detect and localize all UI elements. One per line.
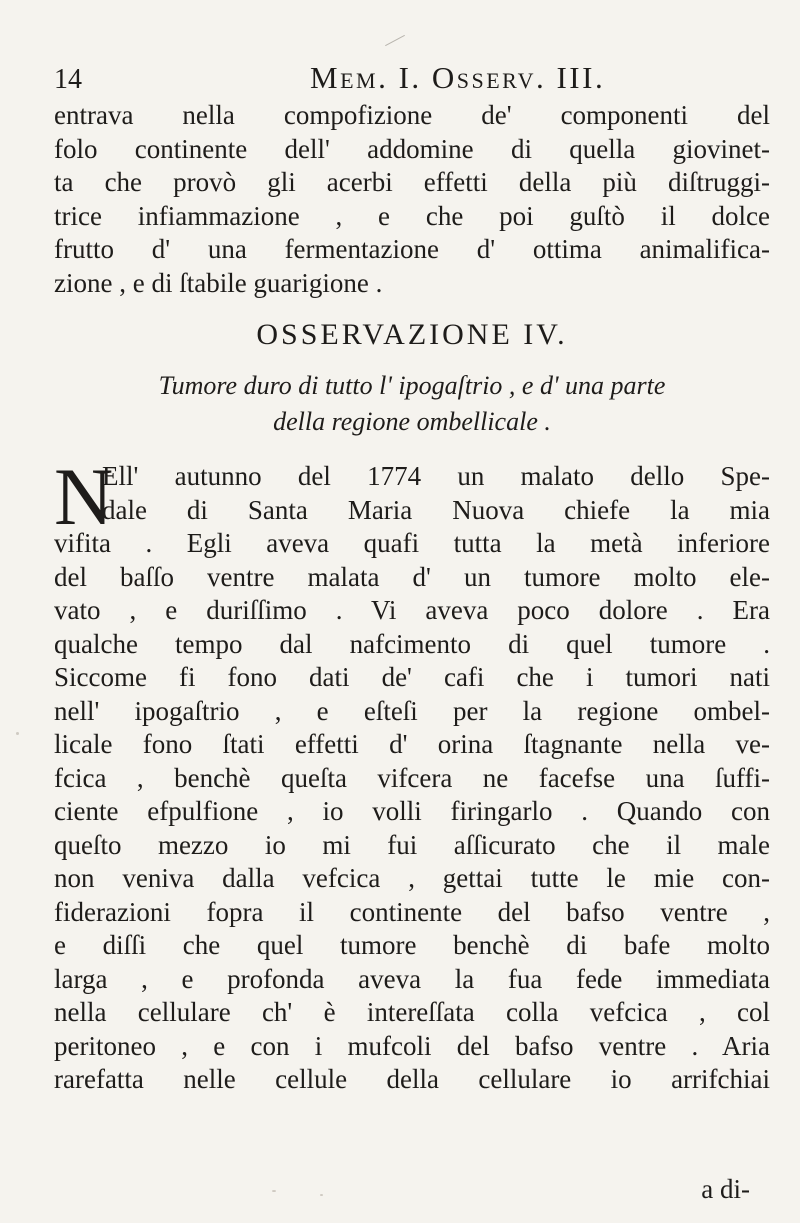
text-line: vifita . Egli aveva quafi tutta la metà inferiore [54, 528, 770, 558]
subtitle-line: Tumore duro di tutto l' ipogaſtrio , e d' una parte [158, 371, 666, 400]
paragraph-observation [54, 451, 770, 1097]
text-line: ta che provò gli acerbi effetti della più diſtruggi- [54, 167, 770, 197]
text-line: e diſſi che quel tumore benchè di bafe molto [54, 930, 770, 960]
text-line: qualche tempo dal nafcimento di quel tumore . [54, 628, 770, 659]
text-line: vato , e duriſſimo . Vi aveva poco dolore . Era [54, 595, 770, 625]
text-line: fiderazioni fopra il continente del bafso ventre , [54, 896, 770, 927]
text-line: Siccome fi fono dati de' cafi che i tumori nati [54, 662, 770, 692]
text-line: trice infiammazione , e che poi guſtò il dolce [54, 200, 770, 231]
section-heading: OSSERVAZIONE IV. [256, 318, 568, 351]
text-line: ciente efpulfione , io volli firingarlo . Quando con [54, 796, 770, 826]
drop-cap: N [54, 451, 114, 542]
text-line: peritoneo , e con i mufcoli del bafso ventre . Aria [54, 1030, 770, 1061]
paragraph-continuation [54, 99, 770, 300]
text-line: rarefatta nelle cellule della cellulare io arrifchiai [54, 1064, 770, 1094]
text-line: dale di Santa Maria Nuova chiefe la mia [102, 494, 770, 525]
paper-speck [320, 1194, 323, 1196]
text-line: nell' ipogaſtrio , e eſteſi per la regione ombel- [54, 695, 770, 726]
text-line: fcica , benchè queſta vifcera ne facefse una ſuffi- [54, 762, 770, 793]
text-line: del baſſo ventre malata d' un tumore molto ele- [54, 561, 770, 592]
text-line: Ell' autunno del 1774 un malato dello Spe- [102, 461, 770, 491]
text-line: frutto d' una fermentazione d' ottima animalifica- [54, 234, 770, 264]
paper-speck [272, 1190, 276, 1192]
subtitle-line: della regione ombellicale . [273, 407, 551, 436]
running-title: Mem. I. Osserv. III. [310, 60, 606, 95]
page-number: 14 [54, 64, 82, 95]
text-line: nella cellulare ch' è intereſſata colla vefcica , col [54, 997, 770, 1027]
scan-mark [385, 35, 405, 46]
running-head [54, 60, 774, 100]
text-line: larga , e profonda aveva la fua fede immediata [54, 963, 770, 994]
section-subtitle [54, 368, 770, 440]
text-line: folo continente dell' addomine di quella giovinet- [54, 133, 770, 164]
text-line: entrava nella compofizione de' componenti del [54, 100, 770, 130]
text-line: non veniva dalla vefcica , gettai tutte le mie con- [54, 863, 770, 893]
catchword: a di- [701, 1174, 750, 1204]
text-line: queſto mezzo io mi fui aſſicurato che il male [54, 829, 770, 860]
paper-speck [16, 732, 19, 735]
text-line: zione , e di ſtabile guarigione . [54, 267, 383, 298]
text-line: licale fono ſtati effetti d' orina ſtagnante nella ve- [54, 729, 770, 759]
